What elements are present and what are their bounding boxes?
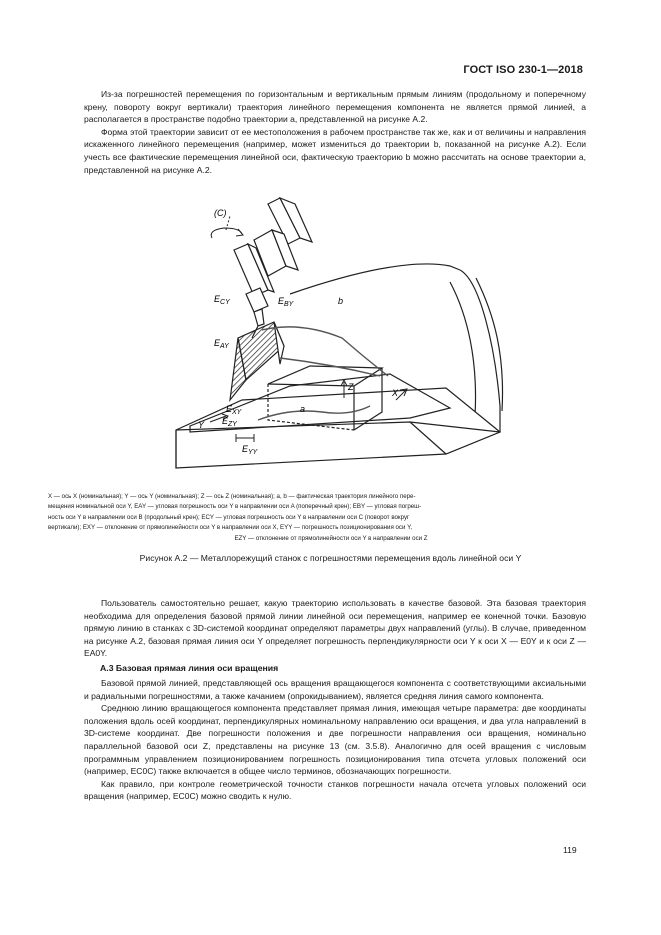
legend-line-5: EZY — отклонение от прямолинейности оси Y в направлении оси Z [234, 534, 428, 542]
legend-line-3: ность оси Y в направлении оси B (продольный крен); ECY — угловая погрешность оси Y в направлении оси C (поворот вокруг [48, 513, 410, 521]
machine-tool-figure [150, 186, 510, 488]
label-ecy: $E_{CY}$ [214, 294, 230, 306]
intro-paragraphs [84, 88, 586, 176]
label-x: X [392, 388, 399, 398]
spindle-column [234, 198, 312, 338]
label-y: Y [198, 420, 205, 430]
legend-line-1: X — ось X (номинальная); Y — ось Y (номинальная); Z — ось Z (номинальная); a, b — фактическая траектория линейного пере- [48, 493, 416, 500]
label-b: b [338, 296, 344, 306]
label-eby: $E_{BY}$ [278, 296, 294, 308]
intro-paragraph-2: Форма этой траектории зависит от ее местоположения в рабочем пространстве так же, как и от величины и направления искаженного линейного перемещения (например, может измениться до траектории b, показанной на рисунке А.2). Если учесть все фактические перемещения линейной оси, фактическую траекторию b можно рассчитать на основе траектории a, представленной на рисунке А.2. [84, 126, 586, 175]
section-title: А.3 Базовая прямая линия оси вращения [100, 663, 279, 673]
label-z: Z [348, 382, 354, 392]
label-ezy: $E_{ZY}$ [222, 416, 237, 428]
page-number: 119 [563, 845, 577, 855]
legend-line-4: вертикали); EXY — отклонение от прямолинейности оси Y в направлении оси X, EYY — погрешность позиционирования оси Y, [48, 524, 413, 532]
figure-caption: Рисунок А.2 — Металлорежущий станок с погрешностями перемещения вдоль линейной оси Y [139, 553, 522, 563]
label-eyy: $E_{YY}$ [242, 444, 258, 456]
tilted-block [230, 322, 284, 400]
section-paragraph-3: Как правило, при контроле геометрической точности станков погрешности начала отсчета угловых положений оси вращения (например, EC0C) можно сводить к нулю. [84, 778, 586, 802]
legend-line-2: мещения номинальной оси Y, EAY — угловая погрешность оси Y в направлении оси A (поперечный крен); EBY — угловая погреш- [48, 503, 422, 511]
body-paragraph [84, 597, 586, 660]
label-exy: $E_{XY}$ [226, 404, 242, 416]
section-paragraph-2: Среднюю линию вращающегося компонента представляет прямая линия, имеющая четыре параметра: две координаты положения вдоль осей координат, перпендикулярных номинальному направлению оси вращения, и два угла направлений в 3D-системе координат. Две погрешности положения и две погрешности направления оси вращения, номинально параллельной базовой оси Z, представлены на рисунке 13 (см. 3.5.8). Аналогично для осей вращения с числовым программным управлением позиционированием погрешность позиционирования типа отсчета угловых положений оси (например, EC0C) также включается в общее число терминов, обозначающих погрешности. [84, 703, 586, 777]
label-a: a [300, 404, 306, 414]
label-eay: $E_{AY}$ [214, 338, 229, 350]
intro-paragraph-1: Из-за погрешностей перемещения по горизонтальным и вертикальным прямым линиям (продольному и поперечному крену, повороту вокруг вертикали) траектория линейного перемещения компонента не является прямой линией, а располагается в пространстве подобно траектории a, представленной на рисунке А.2. [84, 89, 586, 125]
body-paragraph-3: Пользователь самостоятельно решает, какую траекторию использовать в качестве базовой. Эта базовая траектория необходима для определения базовой прямой линии линейной оси перемещения, например ее конечной точки. Базовую прямую линию в станках с 3D-системой координат определяют параметры двух направлений (углы). В случае, приведенном на рисунке А.2, базовая прямая линия оси Y определяет погрешность перпендикулярности оси Y к оси X — E0Y и к оси Z — EA0Y. [84, 598, 586, 659]
figure-legend [48, 492, 614, 544]
document-header: ГОСТ ISO 230-1—2018 [463, 64, 583, 76]
label-c: (C) [214, 208, 227, 218]
rotation-arrow [211, 216, 243, 238]
section-paragraph-1: Базовой прямой линией, представляющей ось вращения вращающегося компонента с соответствующими аксиальными и радиальными погрешностями, а также качанием (опрокидыванием), является средняя линия самого компонента. [84, 678, 586, 701]
section-paragraphs [84, 677, 586, 803]
